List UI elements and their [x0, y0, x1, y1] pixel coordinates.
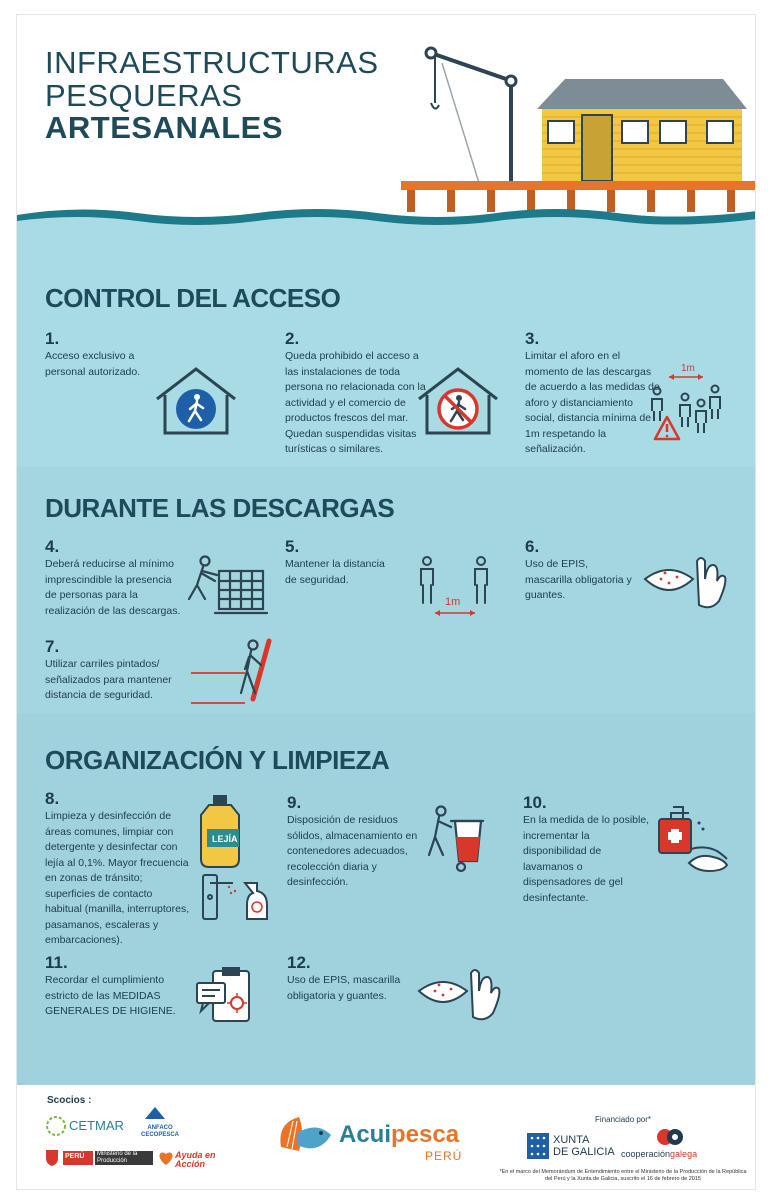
item-number: 10.	[523, 793, 547, 812]
acuipesca-part-a: Acui	[339, 1121, 392, 1148]
item-text: Limitar el aforo en el momento de las descargas de acuerdo a las medidas de aforo y distanciamiento social, distancia mínima de 1m respetando la señalización.	[525, 350, 660, 455]
peru-label: PERÚ	[65, 1153, 85, 1160]
title-line-3: ARTESANALES	[45, 110, 284, 146]
section-control-acceso	[17, 231, 756, 467]
item-text: En la medida de lo posible, incrementar la disponibilidad de lavamanos o dispensadores de gel desinfectante.	[523, 814, 650, 904]
bottle-label: LEJÍA	[212, 834, 238, 844]
house-roof	[537, 79, 747, 109]
item-text: Queda prohibido el acceso a las instalaciones de toda persona no relacionada con la actividad y el comercio de productos frescos del mar. Quedan suspendidas visitas turísticas o similares.	[285, 350, 426, 455]
page-title	[45, 47, 379, 145]
xunta-line-1: XUNTA	[553, 1134, 590, 1146]
house-window	[660, 121, 686, 143]
ayuda-heart-icon	[157, 1149, 175, 1167]
coop-part-b: galega	[670, 1149, 698, 1159]
section-title: DURANTE LAS DESCARGAS	[45, 493, 395, 523]
social-distance-icon	[415, 555, 497, 621]
distance-label: 1m	[681, 363, 695, 374]
title-line-1: INFRAESTRUCTURAS	[45, 45, 379, 80]
item-number: 6.	[525, 537, 540, 556]
cooperacion-logo-icon	[657, 1127, 683, 1147]
peru-shield-icon	[45, 1149, 59, 1167]
section-organizacion-limpieza	[17, 713, 756, 1085]
house-door	[582, 115, 612, 181]
item-number: 1.	[45, 329, 60, 348]
worker-painting-lane-icon	[189, 637, 275, 707]
crane-pulley	[426, 48, 436, 58]
item-number: 12.	[287, 953, 311, 972]
worker-pushing-cart-icon	[183, 555, 269, 619]
xunta-line-2: DE GALICIA	[553, 1146, 615, 1158]
item-text: Uso de EPIS, mascarilla obligatoria y guantes.	[287, 974, 401, 1002]
coop-part-a: cooperación	[621, 1149, 671, 1159]
waste-bin-worker-icon	[425, 805, 501, 875]
socios-label: Scocios :	[47, 1095, 92, 1106]
distance-label: 1m	[445, 596, 461, 608]
anfaco-logo-icon	[143, 1105, 167, 1123]
item-text: Acceso exclusivo a personal autorizado.	[45, 350, 141, 378]
acuipesca-part-b: pesca	[391, 1121, 460, 1148]
footnote: *En el marco del Memorándum de Entendimiento entre el Ministerio de la Producción de la República del Perú y la Xunta de Galicia, suscrito el 16 de febrero de 2015	[499, 1169, 747, 1182]
section-title: ORGANIZACIÓN Y LIMPIEZA	[45, 745, 390, 775]
ayuda-logo-text: Ayuda en Acción	[175, 1150, 216, 1169]
mask-gloves-icon	[413, 963, 505, 1023]
item-number: 5.	[285, 537, 300, 556]
partners-footer	[17, 1085, 756, 1190]
item-number: 11.	[45, 953, 68, 972]
item-text: Uso de EPIS, mascarilla obligatoria y guantes.	[525, 558, 632, 601]
no-entry-house-icon	[415, 363, 501, 437]
funded-label: Financiado por*	[595, 1115, 652, 1124]
acuipesca-logo-icon	[275, 1111, 333, 1165]
infographic-page	[16, 14, 756, 1190]
mask-gloves-icon	[639, 551, 731, 611]
item-number: 7.	[45, 637, 60, 656]
section-durante-descargas	[17, 467, 756, 713]
acuipesca-peru: PERÚ	[425, 1149, 463, 1163]
authorized-access-house-icon	[153, 363, 239, 437]
item-text: Recordar el cumplimiento estricto de las MEDIDAS GENERALES DE HIGIENE.	[45, 974, 176, 1017]
cooperacion-logo-text	[621, 1149, 697, 1159]
crane-cable	[442, 63, 479, 183]
hand-sanitizer-icon	[651, 805, 733, 877]
item-number: 4.	[45, 537, 60, 556]
item-text: Deberá reducirse al mínimo imprescindible la presencia de personas para la realización de las descargas.	[45, 558, 181, 617]
cetmar-logo-text: CETMAR	[69, 1118, 124, 1133]
xunta-flag-icon	[527, 1133, 549, 1159]
anfaco-logo-text: ANFACO CECOPESCA	[140, 1125, 179, 1138]
house-window	[707, 121, 733, 143]
item-number: 8.	[45, 789, 60, 808]
item-number: 9.	[287, 793, 302, 812]
produccion-label: Ministerio de la Producción	[95, 1151, 153, 1165]
clipboard-hygiene-icon	[193, 967, 263, 1027]
title-line-2: PESQUERAS	[45, 77, 243, 113]
item-text: Mantener la distancia de seguridad.	[285, 558, 385, 586]
bleach-bottle-icon	[193, 793, 279, 923]
pier-deck	[401, 181, 756, 190]
item-text: Limpieza y desinfección de áreas comunes, limpiar con detergente y desinfectar con lejía al 0,1%. Mayor frecuencia en zonas de tránsito; superficies de contacto habitual (manilla, interruptores, pasamanos, escaleras y embarcaciones).	[45, 810, 190, 946]
item-text: Disposición de residuos sólidos, almacenamiento en contenedores adecuados, recolección diaria y desinfección.	[287, 814, 418, 888]
house-window	[622, 121, 648, 143]
crane-joint	[506, 76, 516, 86]
house-window	[548, 121, 574, 143]
section-title: CONTROL DEL ACCESO	[45, 283, 341, 313]
acuipesca-logo-text	[339, 1121, 459, 1149]
item-text: Utilizar carriles pintados/ señalizados para mantener distancia de seguridad.	[45, 658, 172, 701]
item-number: 2.	[285, 329, 300, 348]
crane-hook-icon	[431, 103, 439, 109]
item-number: 3.	[525, 329, 540, 348]
crowd-warning-icon	[647, 361, 727, 447]
pier-posts	[407, 190, 735, 212]
cetmar-logo-icon	[45, 1115, 67, 1137]
